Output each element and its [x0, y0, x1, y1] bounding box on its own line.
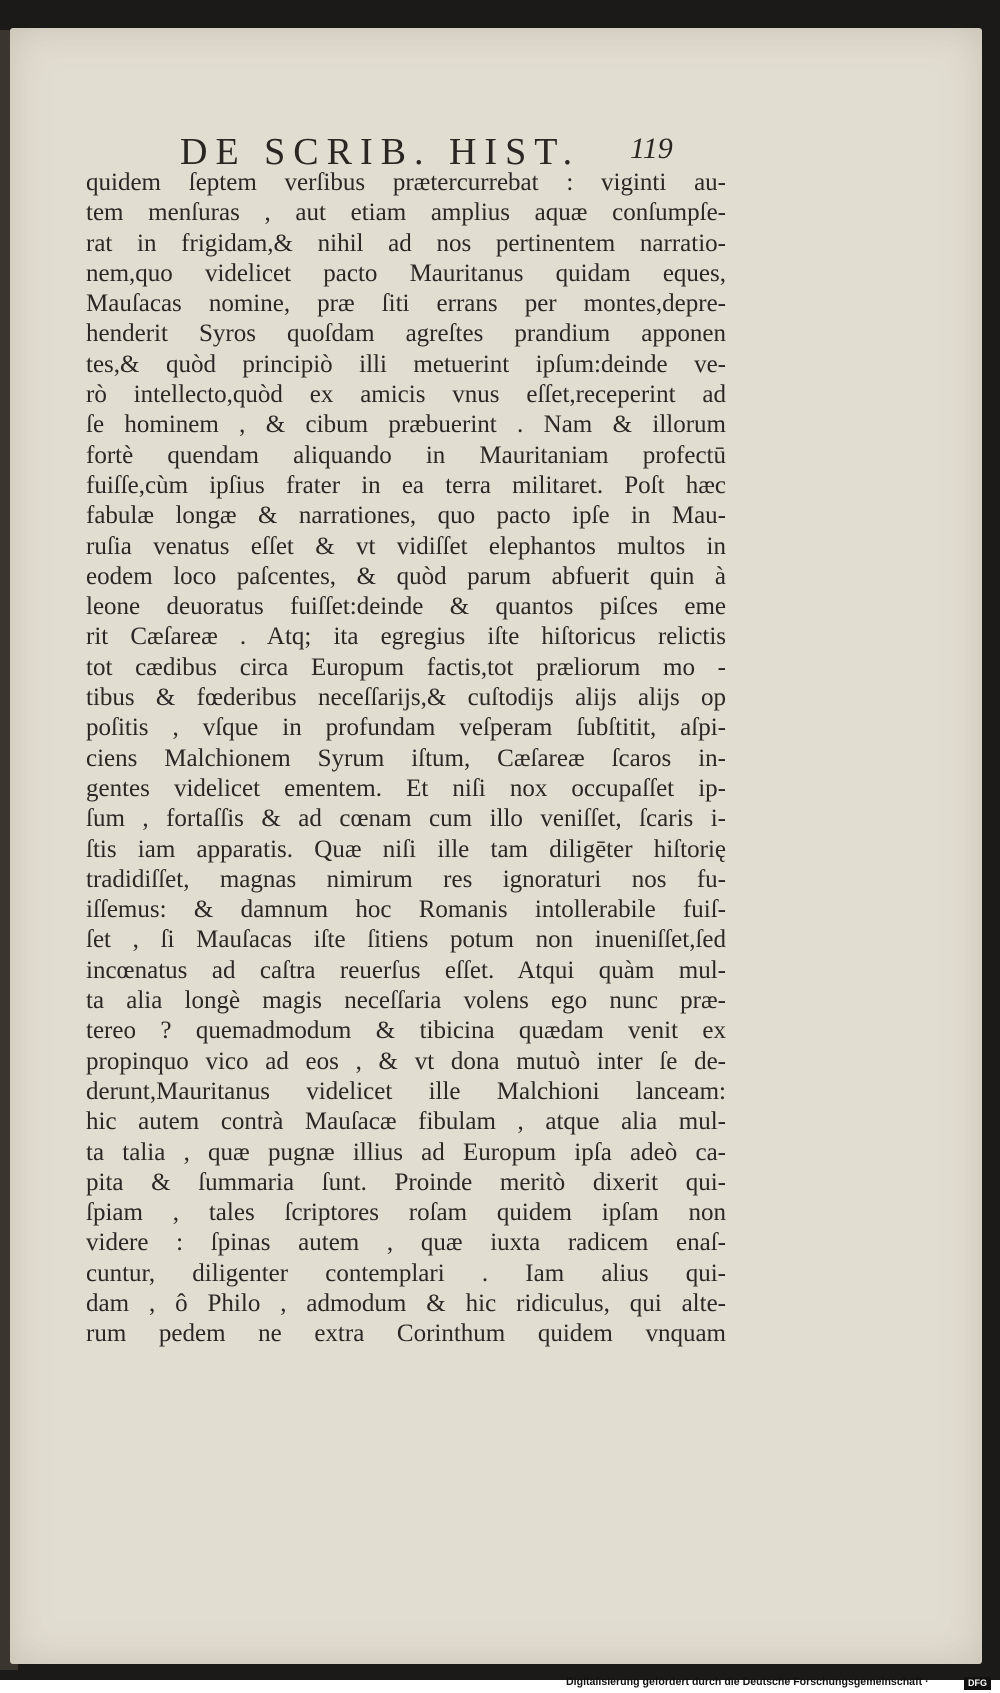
text-line: tereo ? quemadmodum & tibicina quædam venit ex [86, 1017, 726, 1045]
text-line: ſpiam , tales ſcriptores roſam quidem ipſam non [86, 1199, 726, 1227]
text-line: ta alia longè magis neceſſaria volens ego nunc præ- [86, 987, 726, 1015]
text-line: ciens Malchionem Syrum iſtum, Cæſareæ ſcaros in- [86, 744, 726, 772]
text-line: fortè quendam aliquando in Mauritaniam profectū [86, 441, 726, 469]
text-line: rum pedem ne extra Corinthum quidem vnquam [86, 1320, 726, 1348]
text-line: pita & ſummaria ſunt. Proinde meritò dixerit qui- [86, 1168, 726, 1196]
digitization-credit: Digitalisierung gefördert durch die Deutsche Forschungsgemeinschaft · [566, 1676, 929, 1688]
text-line: ta talia , quæ pugnæ illius ad Europum ipſa adeò ca- [86, 1138, 726, 1166]
text-line: fuiſſe,cùm ipſius frater in ea terra militaret. Poſt hæc [86, 471, 726, 499]
text-line: ſum , fortaſſis & ad cœnam cum illo veniſſet, ſcaris i- [86, 805, 726, 833]
dfg-logo: DFG [964, 1677, 991, 1690]
text-line: rit Cæſareæ . Atq; ita egregius iſte hiſtoricus relictis [86, 623, 726, 651]
text-line: propinquo vico ad eos , & vt dona mutuò inter ſe de- [86, 1047, 726, 1075]
text-line: tot cædibus circa Europum factis,tot præliorum mo - [86, 653, 726, 681]
text-line: tes,& quòd principiò illi metuerint ipſum:deinde ve- [86, 350, 726, 378]
page-number: 119 [630, 132, 673, 165]
text-line: rò intellecto,quòd ex amicis vnus eſſet,receperint ad [86, 381, 726, 409]
text-line: dam , ô Philo , admodum & hic ridiculus, qui alte- [86, 1289, 726, 1317]
text-line: henderit Syros quoſdam agreſtes prandium apponen [86, 320, 726, 348]
text-line: cuntur, diligenter contemplari . Iam alius qui- [86, 1259, 726, 1287]
text-line: gentes videlicet ementem. Et niſi nox occupaſſet ip- [86, 774, 726, 802]
text-line: incœnatus ad caſtra reuerſus eſſet. Atqui quàm mul- [86, 956, 726, 984]
text-line: rat in frigidam,& nihil ad nos pertinentem narratio- [86, 229, 726, 257]
text-line: tem menſuras , aut etiam amplius aquæ conſumpſe- [86, 199, 726, 227]
text-line: iſſemus: & damnum hoc Romanis intollerabile fuiſ- [86, 896, 726, 924]
text-line: poſitis , vſque in profundam veſperam ſubſtitit, aſpi- [86, 714, 726, 742]
text-line: leone deuoratus fuiſſet:deinde & quantos piſces eme [86, 593, 726, 621]
text-line: eodem loco paſcentes, & quòd parum abfuerit quin à [86, 562, 726, 590]
text-line: fabulæ longæ & narrationes, quo pacto ipſe in Mau- [86, 502, 726, 530]
text-line: Mauſacas nomine, præ ſiti errans per montes,depre- [86, 290, 726, 318]
text-line: ruſia venatus eſſet & vt vidiſſet elephantos multos in [86, 532, 726, 560]
text-line: tradidiſſet, magnas nimirum res ignoraturi nos fu- [86, 865, 726, 893]
text-line: ſtis iam apparatis. Quæ niſi ille tam diligēter hiſtorię [86, 835, 726, 863]
text-line: ſe hominem , & cibum præbuerint . Nam & illorum [86, 411, 726, 439]
text-line: quidem ſeptem verſibus prætercurrebat : viginti au- [86, 169, 726, 196]
page-body-text [86, 168, 726, 1348]
text-line: videre : ſpinas autem , quæ iuxta radicem enaſ- [86, 1229, 726, 1257]
text-line: nem,quo videlicet pacto Mauritanus quidam eques, [86, 259, 726, 287]
text-line: hic autem contrà Mauſacæ fibulam , atque alia mul- [86, 1108, 726, 1136]
text-line: derunt,Mauritanus videlicet ille Malchioni lanceam: [86, 1077, 726, 1105]
text-line: tibus & fœderibus neceſſarijs,& cuſtodijs alijs alijs op [86, 684, 726, 712]
running-title: DE SCRIB. HIST. [180, 131, 581, 173]
text-line: ſet , ſi Mauſacas iſte ſitiens potum non inueniſſet,ſed [86, 926, 726, 954]
